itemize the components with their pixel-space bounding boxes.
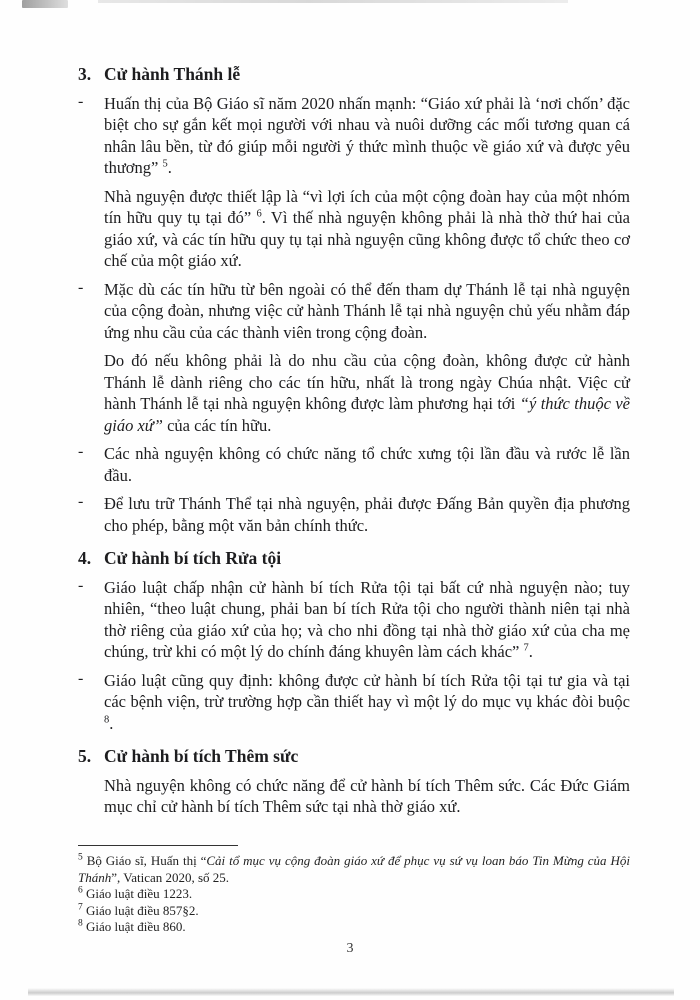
section-number: 4. <box>78 548 92 568</box>
paragraph-text <box>104 350 630 436</box>
footnote-ref-5: 5 <box>162 158 168 170</box>
dash-bullet-icon: - <box>78 493 84 510</box>
footnote-6 <box>78 886 630 903</box>
footnote-text: Giáo luật điều 1223. <box>82 886 193 901</box>
footnote-marker: 5 <box>78 852 83 863</box>
dash-bullet-icon: - <box>78 92 84 110</box>
footnote-text: ”, Vatican 2020, số 25. <box>111 869 230 885</box>
page-number: 3 <box>346 941 354 956</box>
footnote-7 <box>78 903 630 920</box>
section-title: Cử hành Thánh lễ <box>104 64 241 84</box>
text-segment: Huấn thị của Bộ Giáo sĩ năm 2020 nhấn mạnh: “Giáo xứ phải là ‘nơi chốn’ đặc biệt cho sự gắn kết mọi người với nhau và nuôi dưỡng các mối tương quan cá nhân lâu bền, từ đó giúp mỗi người ý thức mình thuộc về giáo xứ và được yêu thương” <box>104 93 630 177</box>
paragraph-text <box>104 279 630 344</box>
paragraph-text <box>104 493 630 536</box>
text-segment: của các tín hữu. <box>162 415 272 435</box>
footnote-ref-7: 7 <box>523 642 529 654</box>
indent-spacer <box>78 186 104 272</box>
dash-bullet-icon: - <box>78 669 84 687</box>
section-4-heading <box>78 548 630 570</box>
footnotes-block <box>78 845 630 936</box>
footnote-marker: 6 <box>78 885 83 896</box>
text-segment: Nhà nguyện không có chức năng để cử hành bí tích Thêm sức. Các Đức Giám mục chỉ cử hành bí tích Thêm sức tại nhà thờ giáo xứ. <box>104 775 630 816</box>
indented-paragraph <box>78 350 630 436</box>
text-segment: Mặc dù các tín hữu từ bên ngoài có thể đến tham dự Thánh lễ tại nhà nguyện của cộng đoàn, nhưng việc cử hành Thánh lễ tại nhà nguyện chủ yếu nhằm đáp ứng nhu cầu của các thành viên trong cộng đoàn. <box>104 279 630 342</box>
text-segment: Nhà nguyện được thiết lập là “vì lợi ích của một cộng đoàn hay của một nhóm tín hữu quy tụ tại đó” <box>104 186 630 227</box>
footnote-title-italic: Cải tổ mục vụ cộng đoàn giáo xứ để phục vụ sứ vụ loan báo Tin Mừng của Hội Thánh <box>78 853 630 885</box>
paragraph-text <box>104 577 630 663</box>
footnote-8 <box>78 919 630 936</box>
text-segment: . <box>167 158 172 177</box>
dash-bullet-icon: - <box>78 278 84 296</box>
section-title: Cử hành bí tích Thêm sức <box>104 746 299 766</box>
footnote-5 <box>78 853 630 886</box>
dash-bullet-icon: - <box>78 443 84 460</box>
text-segment: . <box>528 642 533 661</box>
indented-paragraph <box>78 186 630 272</box>
scan-artifact-top-strip <box>98 0 568 3</box>
paragraph-text <box>104 93 630 179</box>
paragraph-text <box>104 670 630 735</box>
indent-spacer <box>78 350 104 436</box>
section-title: Cử hành bí tích Rửa tội <box>104 548 282 568</box>
text-segment: Để lưu trữ Thánh Thể tại nhà nguyện, phải được Đấng Bản quyền địa phương cho phép, bằng một văn bản chính thức. <box>104 494 630 535</box>
section-number: 3. <box>78 64 92 84</box>
text-segment: . Vì thế nhà nguyện không phải là nhà thờ thứ hai của giáo xứ, và các tín hữu quy tụ tại nhà nguyện cũng không được tổ chức theo cơ chế của một giáo xứ. <box>104 208 631 270</box>
bullet-item <box>78 670 630 735</box>
section-number: 5. <box>78 746 92 766</box>
footnote-text: Giáo luật điều 860. <box>82 919 186 934</box>
document-body <box>78 52 630 825</box>
section-3-heading <box>78 64 630 86</box>
scan-artifact-bottom-shadow <box>28 988 674 996</box>
bullet-item <box>78 443 630 486</box>
footnote-text: Bộ Giáo sĩ, Huấn thị “ <box>82 853 207 868</box>
bullet-item <box>78 493 630 536</box>
paragraph-text <box>104 186 630 272</box>
text-segment: Các nhà nguyện không có chức năng tổ chức xưng tội lần đầu và rước lễ lần đầu. <box>104 444 630 485</box>
section-5-heading <box>78 746 630 768</box>
indented-paragraph <box>78 775 630 818</box>
text-segment: Giáo luật chấp nhận cử hành bí tích Rửa tội tại bất cứ nhà nguyện nào; tuy nhiên, “theo luật chung, phải ban bí tích Rửa tội cho người thành niên tại nhà thờ riêng của giáo xứ của họ; và cho nhi đồng tại nhà thờ giáo xứ của cha mẹ chúng, trừ khi có một lý do chính đáng khuyên làm cách khác” <box>104 577 630 661</box>
text-segment: . <box>109 713 114 733</box>
paragraph-text <box>104 443 630 486</box>
footnote-text: Giáo luật điều 857§2. <box>82 902 199 918</box>
footnote-marker: 8 <box>78 918 83 929</box>
scan-artifact-top-left <box>22 0 68 8</box>
footnote-ref-6: 6 <box>256 208 262 220</box>
text-segment: Giáo luật cũng quy định: không được cử hành bí tích Rửa tội tại tư gia và tại các bệnh viện, trừ trường hợp cần thiết hay vì một lý do mục vụ khác đòi buộc <box>104 670 630 711</box>
text-segment: Do đó nếu không phải là do nhu cầu của cộng đoàn, không được cử hành Thánh lễ dành riêng cho các tín hữu, nhất là trong ngày Chúa nhật. Việc cử hành Thánh lễ tại nhà nguyện không được làm phương hại tới <box>104 351 630 413</box>
bullet-item <box>78 279 630 344</box>
dash-bullet-icon: - <box>78 576 84 594</box>
footnote-ref-8: 8 <box>104 714 110 725</box>
indent-spacer <box>78 775 104 818</box>
paragraph-text <box>104 775 630 818</box>
bullet-item <box>78 577 630 663</box>
footnote-marker: 7 <box>78 902 83 913</box>
italic-phrase: “ý thức thuộc về giáo xứ” <box>104 394 630 435</box>
bullet-item <box>78 93 630 179</box>
footnote-separator <box>78 845 238 846</box>
